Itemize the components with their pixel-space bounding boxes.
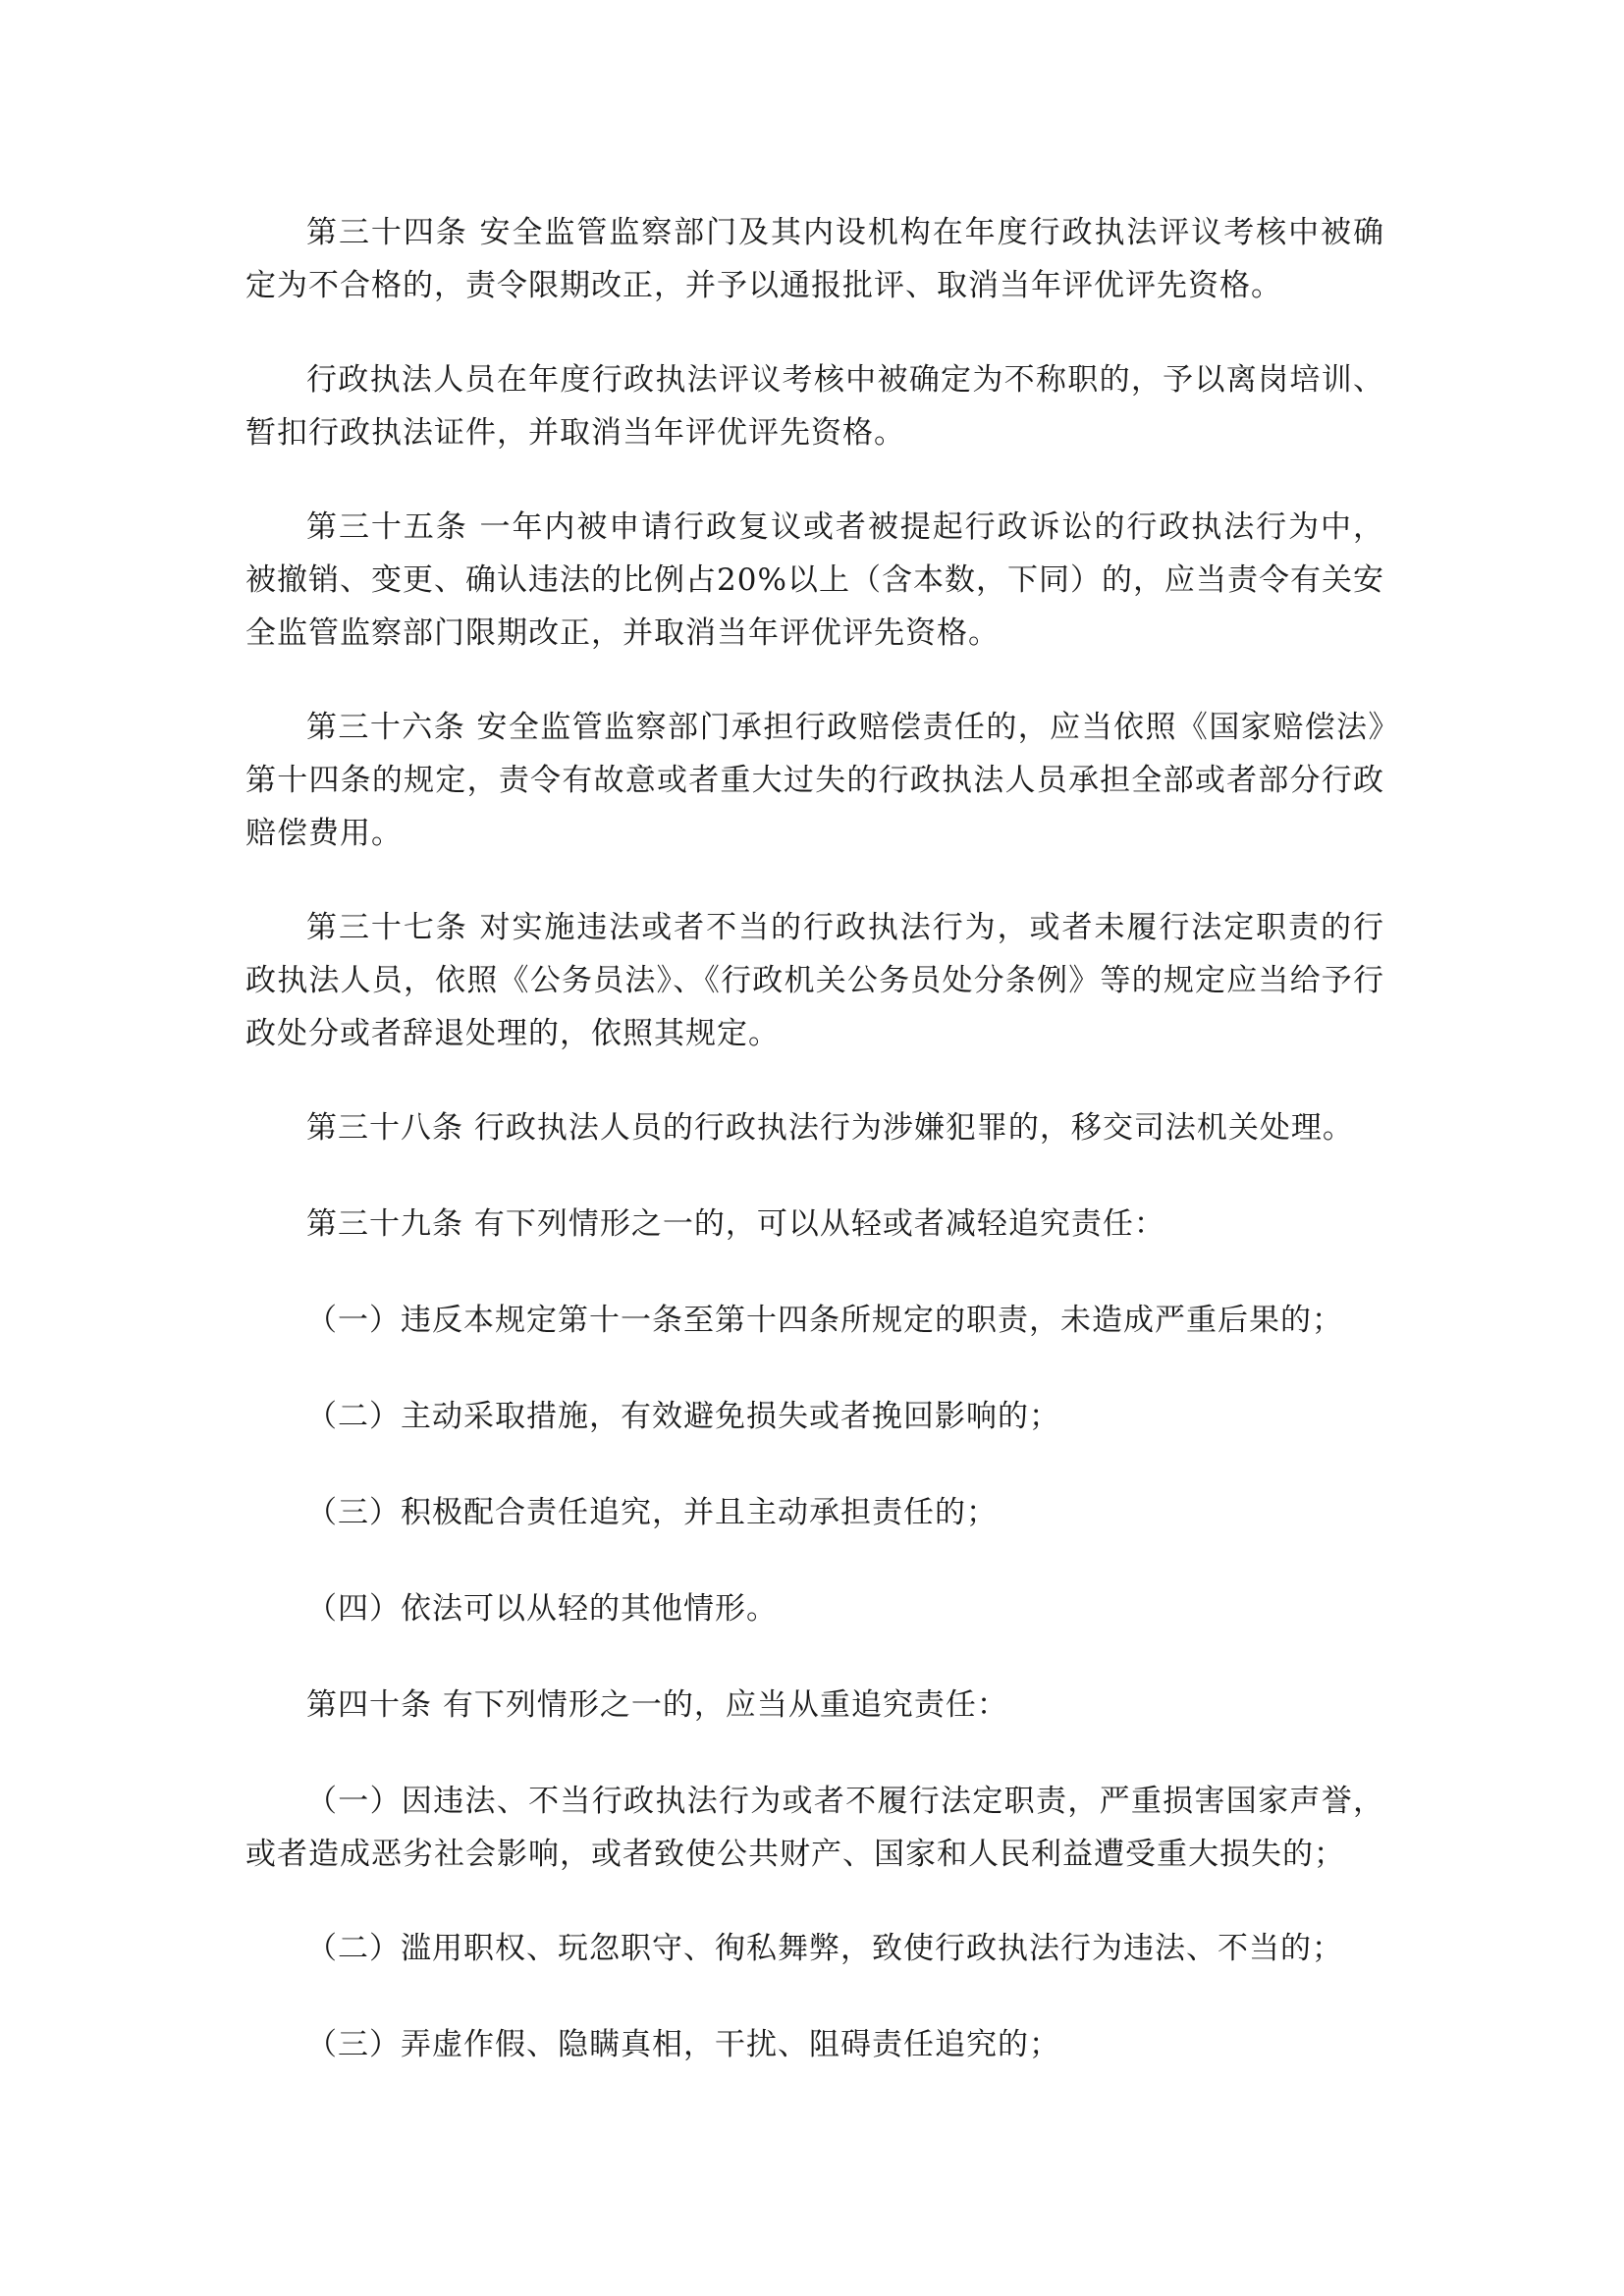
article-35: 第三十五条 一年内被申请行政复议或者被提起行政诉讼的行政执法行为中，被撤销、变更、确认违法的比例占20%以上（含本数，下同）的，应当责令有关安全监管监察部门限期改正，并取消当年评优评先资格。 bbox=[245, 509, 1384, 651]
article-39-item-2: （二）主动采取措施，有效避免损失或者挽回影响的； bbox=[306, 1399, 1060, 1434]
document-body bbox=[245, 206, 1384, 2071]
article-40: 第四十条 有下列情形之一的，应当从重追究责任： bbox=[306, 1687, 1008, 1723]
article-39-item-1: （一）违反本规定第十一条至第十四条所规定的职责，未造成严重后果的； bbox=[306, 1303, 1343, 1338]
article-34: 第三十四条 安全监管监察部门及其内设机构在年度行政执法评议考核中被确定为不合格的，责令限期改正，并予以通报批评、取消当年评优评先资格。 bbox=[245, 215, 1384, 303]
article-38: 第三十八条 行政执法人员的行政执法行为涉嫌犯罪的，移交司法机关处理。 bbox=[306, 1110, 1354, 1146]
article-37: 第三十七条 对实施违法或者不当的行政执法行为，或者未履行法定职责的行政执法人员，依照《公务员法》、《行政机关公务员处分条例》等的规定应当给予行政处分或者辞退处理的，依照其规定。 bbox=[245, 910, 1384, 1051]
article-40-item-2: （二）滥用职权、玩忽职守、徇私舞弊，致使行政执法行为违法、不当的； bbox=[306, 1931, 1343, 1966]
article-39-item-3: （三）积极配合责任追究，并且主动承担责任的； bbox=[306, 1495, 998, 1530]
article-40-item-3: （三）弄虚作假、隐瞒真相，干扰、阻碍责任追究的； bbox=[306, 2027, 1060, 2062]
article-36: 第三十六条 安全监管监察部门承担行政赔偿责任的，应当依照《国家赔偿法》第十四条的规定，责令有故意或者重大过失的行政执法人员承担全部或者部分行政赔偿费用。 bbox=[245, 710, 1384, 851]
article-40-item-1: （一）因违法、不当行政执法行为或者不履行法定职责，严重损害国家声誉，或者造成恶劣社会影响，或者致使公共财产、国家和人民利益遭受重大损失的； bbox=[245, 1784, 1384, 1872]
article-34-paragraph-2: 行政执法人员在年度行政执法评议考核中被确定为不称职的，予以离岗培训、暂扣行政执法证件，并取消当年评优评先资格。 bbox=[245, 362, 1384, 451]
article-39-item-4: （四）依法可以从轻的其他情形。 bbox=[306, 1591, 778, 1627]
article-39: 第三十九条 有下列情形之一的，可以从轻或者减轻追究责任： bbox=[306, 1206, 1165, 1242]
